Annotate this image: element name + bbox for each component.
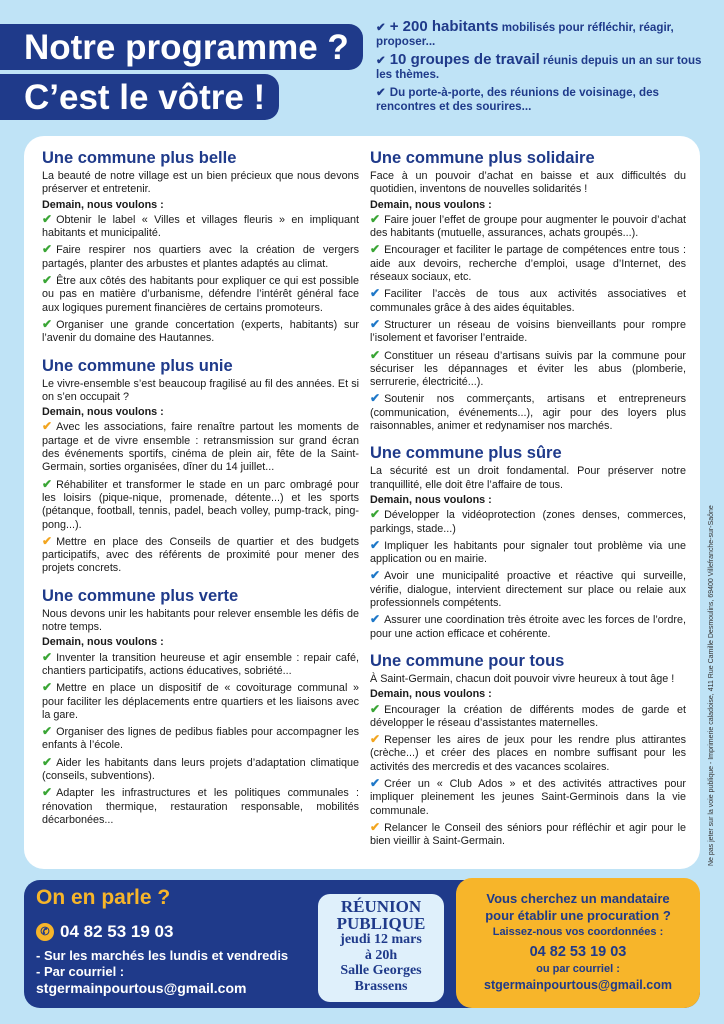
section-intro: Face à un pouvoir d’achat en baisse et aux difficultés du quotidien, inventons de nouvelles solidarités ! (370, 170, 686, 196)
contact-email-label: - Par courriel : (36, 964, 125, 979)
section-solidaire (370, 148, 686, 433)
list-item: ✔ Adapter les infrastructures et les politiques communales : rénovation thermique, restauration responsable, mobilités décarbonées... (42, 785, 359, 826)
section-intro: La beauté de notre village est un bien précieux que nous devons préserver et entretenir. (42, 170, 359, 196)
check-icon: ✔ (376, 54, 386, 67)
reunion-place: Brassens (354, 978, 408, 994)
list-item: ✔ Soutenir nos commerçants, artisans et entrepreneurs (communication, événements...), agir pour des loyers plus raisonnables, animer et redynamiser nos marchés. (370, 391, 686, 433)
check-icon: ✔ (370, 211, 381, 226)
right-column (370, 148, 686, 858)
check-icon: ✔ (42, 419, 53, 434)
list-item: ✔ Avoir une municipalité proactive et réactive qui surveille, vérifie, dialogue, intervient directement sur place ou relaie aux professionnels compétents. (370, 568, 686, 610)
check-icon: ✔ (376, 21, 386, 34)
list-item: ✔ Faire jouer l’effet de groupe pour augmenter le pouvoir d’achat des habitants (mutuelle, assurances, achats groupés...). (370, 211, 686, 240)
section-intro: La sécurité est un droit fondamental. Pour préserver notre tranquillité, elle doit être l’affaire de tous. (370, 465, 686, 491)
check-icon: ✔ (370, 286, 381, 301)
check-icon: ✔ (42, 533, 53, 548)
contact-title: On en parle ? (36, 886, 171, 909)
demain-label: Demain, nous voulons : (42, 636, 164, 649)
procuration-title: pour établir une procuration ? (485, 908, 671, 923)
section-title: Une commune plus solidaire (370, 149, 595, 167)
list-item: ✔ Encourager et faciliter le partage de compétences entre tous : aide aux devoirs, recherche d’emploi, usage d’Internet, des réseaux sociaux, etc. (370, 242, 686, 284)
procuration-box (456, 878, 700, 1008)
demain-label: Demain, nous voulons : (370, 198, 492, 211)
list-item: ✔ Être aux côtés des habitants pour expliquer ce qui est possible ou pas en matière d’urbanisme, défendre l’intérêt général face aux logiques purement financières de certains promoteurs. (42, 273, 359, 314)
section-intro: À Saint-Germain, chacun doit pouvoir vivre heureux à tout âge ! (370, 672, 675, 685)
contact-email[interactable]: stgermainpourtous@gmail.com (36, 980, 247, 996)
section-belle (42, 148, 359, 346)
demain-label: Demain, nous voulons : (370, 688, 492, 701)
check-icon: ✔ (370, 775, 381, 790)
title-line-1: Notre programme ? (0, 24, 363, 70)
reunion-title: PUBLIQUE (336, 914, 426, 933)
list-item: ✔ Assurer une coordination très étroite avec les forces de l’ordre, pour une action efficace et cohérente. (370, 612, 686, 640)
section-sure (370, 443, 686, 641)
check-icon: ✔ (370, 507, 381, 522)
highlight-item: ✔ + 200 habitants mobilisés pour réfléchir, réagir, proposer... (376, 18, 674, 48)
procuration-or: ou par courriel : (536, 963, 620, 975)
check-icon: ✔ (42, 273, 53, 288)
title-line-2: C’est le vôtre ! (0, 74, 279, 120)
check-icon: ✔ (42, 754, 53, 769)
reunion-title: RÉUNION (340, 897, 422, 916)
list-item: ✔ Faciliter l’accès de tous aux activités associatives et communales grâce à des aides équitables. (370, 286, 686, 314)
highlights (376, 20, 706, 118)
list-item: ✔ Structurer un réseau de voisins bienveillants pour rompre l’isolement et favoriser l’entraide. (370, 316, 686, 345)
section-intro: Nous devons unir les habitants pour relever ensemble les défis de notre temps. (42, 607, 359, 634)
procuration-email[interactable]: stgermainpourtous@gmail.com (484, 978, 672, 992)
section-tous (370, 651, 686, 849)
list-item: ✔ Aider les habitants dans leurs projets d’adaptation climatique (conseils, subventions). (42, 754, 359, 782)
check-icon: ✔ (42, 242, 53, 257)
list-item: ✔ Mettre en place des Conseils de quartier et des budgets participatifs, avec des référents de proximité pour mener des projets concrets. (42, 533, 359, 575)
check-icon: ✔ (42, 476, 53, 491)
check-icon: ✔ (42, 649, 53, 664)
check-icon: ✔ (370, 537, 381, 552)
list-item: ✔ Inventer la transition heureuse et agir ensemble : repair café, chantiers participatifs, actions éducatives, sobriété... (42, 649, 359, 677)
list-item: ✔ Créer un « Club Ados » et des activités attractives pour impliquer pleinement les jeunes Saint-Germinois dans la vie communale. (370, 775, 686, 817)
check-icon: ✔ (42, 680, 53, 695)
procuration-subtitle: Laissez-nous vos coordonnées : (492, 926, 664, 938)
list-item: ✔ Obtenir le label « Villes et villages fleuris » en impliquant habitants et municipalité. (42, 211, 359, 240)
legal-notice: Ne pas jeter sur la voie publique - Imprimerie caladoise, 411 Rue Camille Desmoulins, 69400 Villefranche-sur-Saône (708, 505, 715, 866)
check-icon: ✔ (370, 316, 381, 331)
section-verte (42, 586, 359, 827)
check-icon: ✔ (370, 568, 381, 583)
section-title: Une commune plus sûre (370, 444, 562, 463)
left-column (42, 148, 359, 837)
list-item: ✔ Organiser des lignes de pedibus fiables pour accompagner les enfants à l’école. (42, 724, 359, 752)
check-icon: ✔ (370, 612, 381, 627)
phone-icon: ✆ (36, 923, 54, 941)
check-icon: ✔ (42, 724, 53, 739)
list-item: ✔ Avec les associations, faire renaître partout les moments de partage et de vivre ensemble : retransmission sur grand écran des événements sportifs, cinéma de plein air, fête de la Saint-Germain, sorties organisées, dîner du 14 juillet... (42, 419, 359, 474)
list-item: ✔ Encourager la création de différents modes de garde et développer le réseau d’assistantes maternelles. (370, 701, 686, 729)
procuration-phone[interactable]: 04 82 53 19 03 (529, 944, 627, 960)
reunion-date: jeudi 12 mars (340, 932, 422, 947)
check-icon: ✔ (42, 785, 53, 800)
reunion-time: à 20h (364, 947, 398, 963)
contact-phone[interactable]: ✆ 04 82 53 19 03 (36, 922, 173, 942)
highlight-item: ✔ 10 groupes de travail réunis depuis un an sur tous les thèmes. (376, 51, 702, 81)
list-item: ✔ Mettre en place un dispositif de « covoiturage communal » pour faciliter les déplacements entre quartiers et les liaisons avec la gare. (42, 680, 359, 721)
section-title: Une commune pour tous (370, 651, 565, 670)
program-panel (24, 136, 700, 869)
check-icon: ✔ (370, 242, 381, 257)
reunion-box (318, 894, 444, 1002)
check-icon: ✔ (42, 316, 53, 331)
list-item: ✔ Constituer un réseau d’artisans suivis par la commune pour sécuriser les dépannages et éviter les abus (plomberie, serrurerie, électricité...). (370, 347, 686, 389)
contact-markets: - Sur les marchés les lundis et vendredis (36, 948, 289, 963)
check-icon: ✔ (370, 819, 381, 834)
section-intro: Le vivre-ensemble s’est beaucoup fragilisé au fil des années. Et si on s’en occupait ? (42, 377, 359, 403)
check-icon: ✔ (370, 347, 381, 362)
check-icon: ✔ (370, 391, 381, 406)
list-item: ✔ Relancer le Conseil des séniors pour réfléchir et agir pour le bien vieillir à Saint-Germain. (370, 819, 686, 848)
section-unie (42, 356, 359, 576)
list-item: ✔ Organiser une grande concertation (experts, habitants) sur l’avenir du domaine des Hautannes. (42, 316, 359, 345)
list-item: ✔ Faire respirer nos quartiers avec la création de vergers partagés, planter des arbustes et plantes adaptés au climat. (42, 242, 359, 270)
check-icon: ✔ (370, 701, 381, 716)
demain-label: Demain, nous voulons : (370, 493, 492, 506)
list-item: ✔ Impliquer les habitants pour signaler tout problème via une application ou en mairie. (370, 537, 686, 566)
reunion-place: Salle Georges (340, 963, 422, 978)
section-title: Une commune plus verte (42, 586, 239, 605)
check-icon: ✔ (370, 732, 381, 747)
list-item: ✔ Réhabiliter et transformer le stade en un parc ombragé pour les loisirs (pique-nique, promenade, détente...) et les sports (pétanque, football, tennis, padel, beach volley, pump-track, ping-pong...). (42, 476, 359, 531)
procuration-title: Vous cherchez un mandataire (486, 891, 670, 906)
check-icon: ✔ (376, 86, 386, 99)
section-title: Une commune plus belle (42, 149, 237, 167)
demain-label: Demain, nous voulons : (42, 198, 164, 211)
demain-label: Demain, nous voulons : (42, 406, 164, 419)
list-item: ✔ Développer la vidéoprotection (zones denses, commerces, parkings, stade...) (370, 507, 686, 535)
highlight-item: ✔ Du porte-à-porte, des réunions de voisinage, des rencontres et des sourires... (376, 86, 660, 113)
check-icon: ✔ (42, 211, 53, 226)
section-title: Une commune plus unie (42, 356, 233, 375)
list-item: ✔ Repenser les aires de jeux pour les rendre plus attirantes (crèche...) et créer des places en nombre suffisant pour les activités des mercredis et des vacances scolaires. (370, 732, 686, 773)
